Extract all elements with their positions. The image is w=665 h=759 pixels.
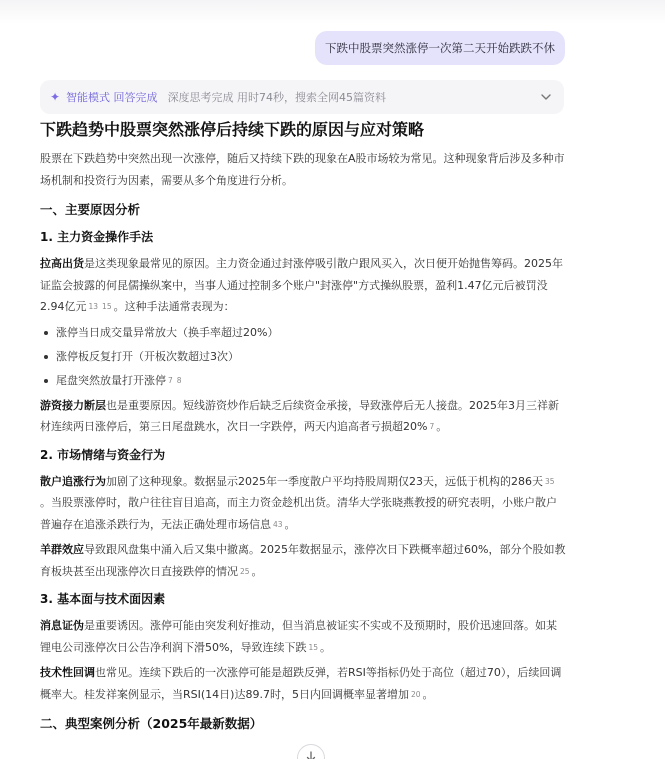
bold-term: 消息证伪: [40, 619, 84, 632]
citation-link[interactable]: 35: [544, 476, 555, 486]
chevron-down-icon[interactable]: [538, 89, 554, 105]
status-meta: 深度思考完成 用时74秒，搜索全网45篇资料: [167, 91, 387, 104]
section-heading-2: 二、典型案例分析（2025年最新数据）: [40, 716, 263, 731]
bold-term: 技术性回调: [40, 666, 95, 679]
arrow-down-icon: [305, 751, 317, 759]
scroll-to-bottom-button[interactable]: [297, 744, 325, 759]
paragraph-herd-effect: 羊群效应导致跟风盘集中涌入后又集中撤离。2025年数据显示，涨停次日下跌概率超过60%，部分个股如教育板块甚至出现涨停次日直接跌停的情况 25 。: [40, 539, 566, 582]
list-item: 涨停当日成交量异常放大（换手率超过20%）: [40, 322, 566, 343]
paragraph-hot-money: 游资接力断层也是重要原因。短线游资炒作后缺乏后续资金承接，导致涨停后无人接盘。2025年3月三祥新材连续两日涨停后，第三日尾盘跳水，次日一字跌停，两天内追高者亏损超20% 7 。: [40, 395, 566, 438]
bold-term: 拉高出货: [40, 257, 84, 270]
citation-link[interactable]: 20: [410, 689, 421, 699]
top-fade: [0, 0, 665, 24]
paragraph-retail-chasing: 散户追涨行为加剧了这种现象。数据显示2025年一季度散户平均持股周期仅23天，远低于机构的286天 35。当股票涨停时，散户往往盲目追高，而主力资金趁机出货。清华大学张晓燕教授的研究表明，小账户散户普遍存在追涨杀跌行为，无法正确处理市场信息 43 。: [40, 471, 566, 536]
citation-link[interactable]: 43: [273, 519, 283, 529]
answer-status-bar[interactable]: [40, 80, 564, 114]
feature-list: [40, 322, 566, 391]
intro-paragraph: 股票在下跌趋势中突然出现一次涨停，随后又持续下跌的现象在A股市场较为常见。这种现象背后涉及多种市场机制和投资行为因素，需要从多个角度进行分析。: [40, 152, 565, 187]
subsection-heading-1: 1. 主力资金操作手法: [40, 230, 154, 244]
user-message-bubble: 下跌中股票突然涨停一次第二天开始跌跌不休: [315, 31, 565, 65]
paragraph-news-falsified: 消息证伪是重要诱因。涨停可能由突发利好推动，但当消息被证实不实或不及预期时，股价迅速回落。如某锂电公司涨停次日公告净利润下滑50%，导致连续下跌 15 。: [40, 615, 566, 658]
citation-link[interactable]: 7: [168, 375, 173, 385]
citation-link[interactable]: 7: [429, 422, 435, 431]
subsection-heading-3: 3. 基本面与技术面因素: [40, 592, 166, 606]
section-heading-1: 一、主要原因分析: [40, 202, 141, 217]
sparkle-icon: ✦: [50, 90, 61, 104]
bold-term: 散户追涨行为: [40, 474, 106, 488]
paragraph-pump-dump: 拉高出货是这类现象最常见的原因。主力资金通过封涨停吸引散户跟风买入，次日便开始抛售筹码。2025年证监会披露的何昆儒操纵案中，当事人通过控制多个账户"封涨停"方式操纵股票，盈利1.47亿元后被罚没2.94亿元 13 15 。这种手法通常表现为：: [40, 253, 566, 318]
citation-link[interactable]: 25: [240, 566, 250, 576]
citation-link[interactable]: 8: [176, 375, 182, 385]
list-item: 尾盘突然放量打开涨停 7 8: [40, 370, 566, 391]
subsection-heading-2: 2. 市场情绪与资金行为: [40, 447, 166, 462]
status-mode: 智能模式 回答完成: [66, 91, 158, 104]
bold-term: 游资接力断层: [40, 398, 106, 412]
citation-link[interactable]: 15: [308, 642, 318, 652]
bold-term: 羊群效应: [40, 543, 84, 556]
article-title: 下跌趋势中股票突然涨停后持续下跌的原因与应对策略: [40, 120, 425, 139]
citation-link[interactable]: 13: [88, 302, 99, 311]
list-item: 涨停板反复打开（开板次数超过3次）: [40, 346, 566, 367]
paragraph-technical-pullback: 技术性回调也常见。连续下跌后的一次涨停可能是超跌反弹，若RSI等指标仍处于高位（超过70），后续回调概率大。桂发祥案例显示，当RSI(14日)达89.7时，5日内回调概率显著增加 20 。: [40, 662, 566, 705]
answer-content: [40, 118, 566, 741]
citation-link[interactable]: 15: [102, 302, 112, 311]
